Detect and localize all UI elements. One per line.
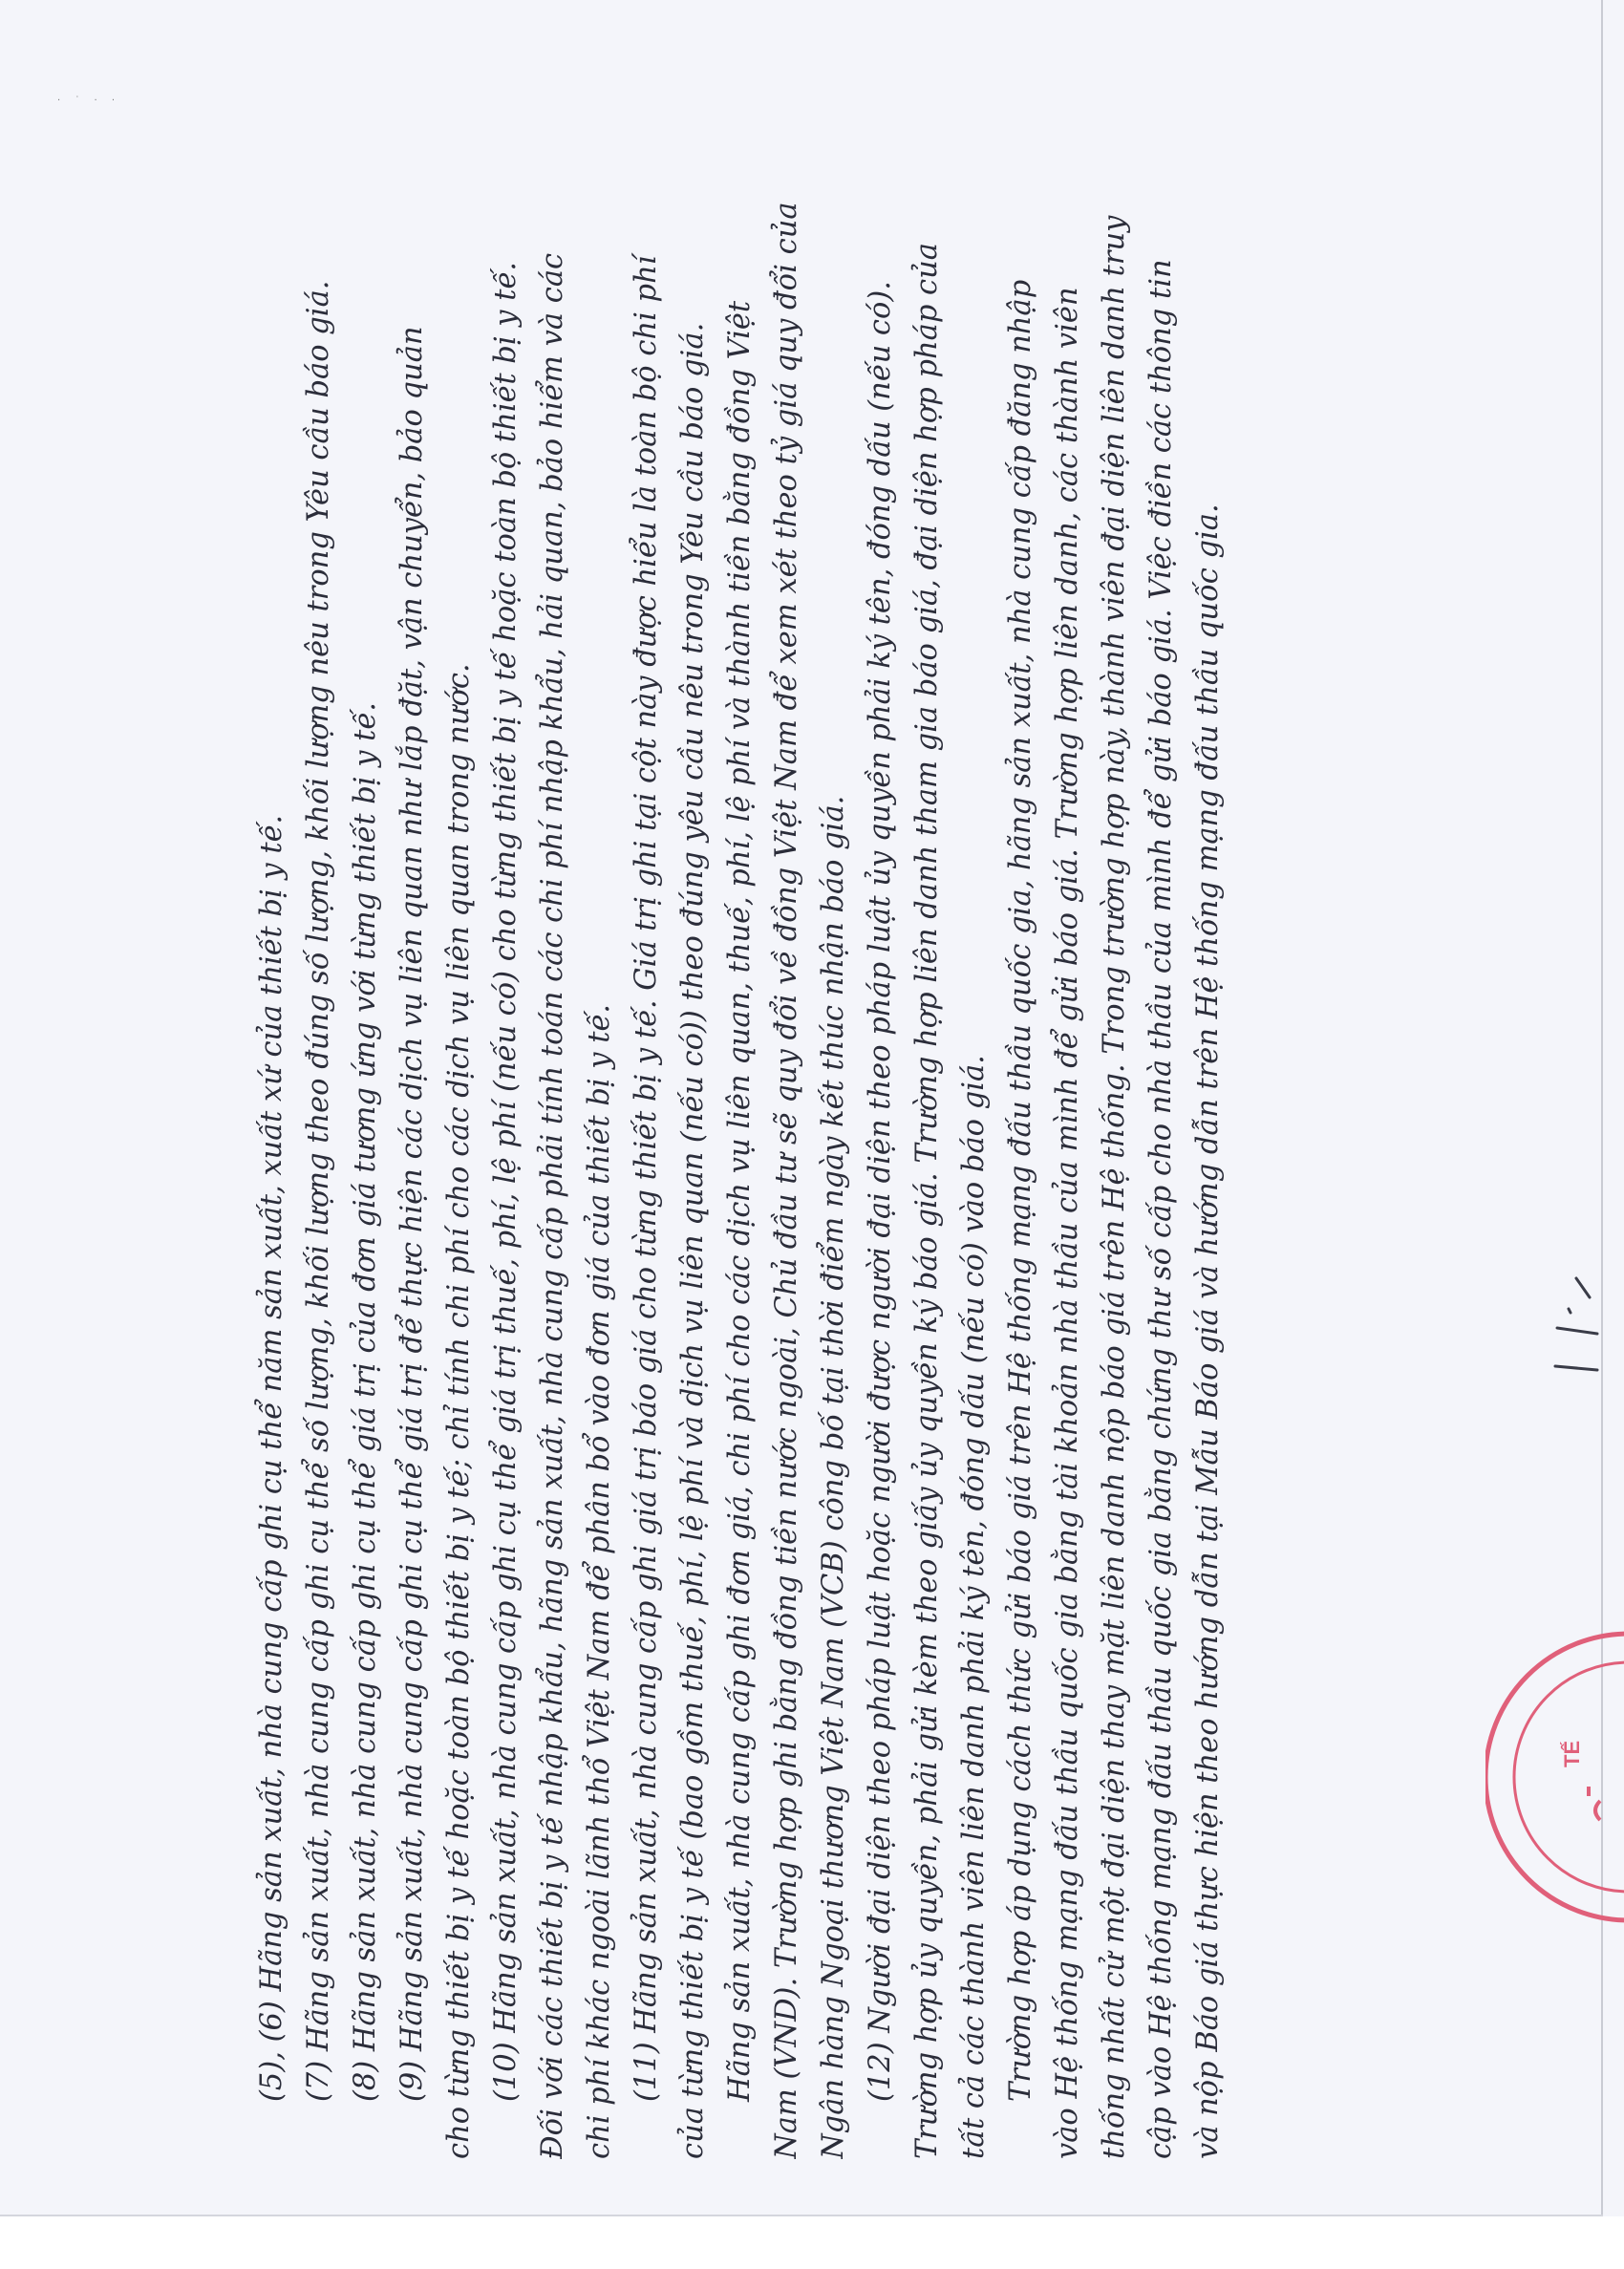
paragraph-p5 [482,105,623,2159]
text-line: cho từng thiết bị y tế hoặc toàn bộ thiết bị y tế; chỉ tính chi phí cho các dịch vụ liên quan trong nước. [442,663,476,2159]
text-line: Nam (VND). Trường hợp ghi bằng đồng tiền nước ngoài, Chủ đầu tư sẽ quy đổi về đồng Việt Nam để xem xét theo tỷ giá quy đổi của [770,202,803,2159]
paragraph-p3 [342,105,389,2159]
svg-text:TẾ: TẾ [1560,1740,1584,1767]
paragraph-p9 [997,105,1231,2159]
text-line: (7) Hãng sản xuất, nhà cung cấp ghi cụ thể số lượng, khối lượng theo đúng số lượng, khối lượng nêu trong Yêu cầu báo giá. [302,280,335,2102]
rotated-text-block [248,105,1231,2159]
text-line: Hãng sản xuất, nhà cung cấp ghi đơn giá, chi phí cho các dịch vụ liên quan, thuế, phí, lệ phí và thành tiền bằng đồng Việt [723,300,757,2102]
text-line: (5), (6) Hãng sản xuất, nhà cung cấp ghi cụ thể năm sản xuất, xuất xứ của thiết bị y tế. [255,814,288,2102]
text-line: vào Hệ thống mạng đấu thầu quốc gia bằng tài khoản nhà thầu của mình để gửi báo giá. Trường hợp liên danh, các thành viên [1051,287,1084,2159]
text-line: tất cả các thành viên liên danh phải ký tên, đóng dấu (nếu có) vào báo giá. [957,1055,991,2159]
text-line: thống nhất cử một đại diện thay mặt liên danh nộp báo giá trên Hệ thống. Trong trường hợp này, thành viên đại diện liên danh truy [1098,215,1131,2159]
text-line: chi phí khác ngoài lãnh thổ Việt Nam để phân bổ vào đơn giá của thiết bị y tế. [583,1004,616,2159]
text-line: Trường hợp áp dụng cách thức gửi báo giá trên Hệ thống mạng đấu thầu quốc gia, hãng sản xuất, nhà cung cấp đăng nhập [1004,279,1037,2102]
paragraph-p2 [295,105,342,2159]
text-line: Trường hợp ủy quyền, phải gửi kèm theo giấy ủy quyền ký báo giá. Trường hợp liên danh tham gia báo giá, đại diện hợp pháp của [910,243,944,2159]
text-line: (12) Người đại diện theo pháp luật hoặc người được người đại diện theo pháp luật ủy quyền phải ký tên, đóng dấu (nếu có). [864,281,897,2102]
paragraph-p8 [857,105,997,2159]
paragraph-p7 [716,105,857,2159]
text-line: Ngân hàng Ngoại thương Việt Nam (VCB) công bố tại thời điểm ngày kết thúc nhận báo giá. [817,795,850,2159]
paragraph-p1 [248,105,295,2159]
text-line: (8) Hãng sản xuất, nhà cung cấp ghi cụ thể giá trị của đơn giá tương ứng với từng thiết bị y tế. [349,702,382,2102]
paragraph-p4 [389,105,482,2159]
text-line: Đối với các thiết bị y tế nhập khẩu, hãng sản xuất, nhà cung cấp phải tính toán các chi phí nhập khẩu, hải quan, bảo hiểm và các [536,252,569,2159]
text-line: và nộp Báo giá thực hiện theo hướng dẫn tại Mẫu Báo giá và hướng dẫn trên Hệ thống mạng đấu thầu quốc gia. [1191,503,1225,2159]
text-line: của từng thiết bị y tế (bao gồm thuế, phí, lệ phí và dịch vụ liên quan (nếu có)) theo đúng yêu cầu nêu trong Yêu cầu báo giá. [676,322,710,2159]
text-line: (11) Hãng sản xuất, nhà cung cấp ghi giá trị báo giá cho từng thiết bị y tế. Giá trị ghi tại cột này được hiểu là toàn bộ chi phí [630,255,663,2102]
text-line: (10) Hãng sản xuất, nhà cung cấp ghi cụ thể giá trị thuế, phí, lệ phí (nếu có) cho từng thiết bị y tế hoặc toàn bộ thiết bị y tế. [489,262,523,2102]
scan-noise-marks: · ˙ · · [57,96,121,106]
paragraph-p6 [623,105,716,2159]
text-line: (9) Hãng sản xuất, nhà cung cấp ghi cụ thể giá trị để thực hiện các dịch vụ liên quan như lắp đặt, vận chuyển, bảo quản [395,326,429,2102]
text-line: cập vào Hệ thống mạng đấu thầu quốc gia bằng chứng thư số cấp cho nhà thầu của mình để gửi báo giá. Việc điền các thông tin [1144,259,1178,2159]
